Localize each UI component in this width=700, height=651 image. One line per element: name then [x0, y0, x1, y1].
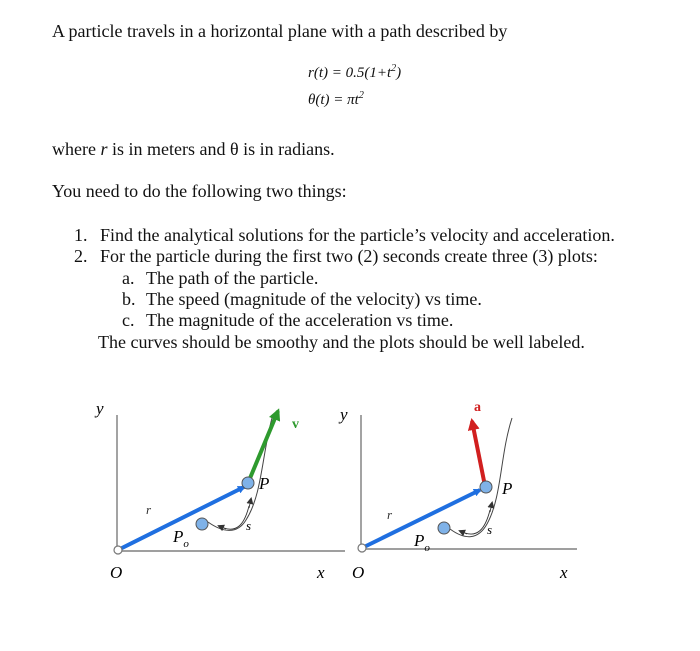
p-label: P: [502, 479, 513, 498]
particle-point: [242, 477, 254, 489]
x-axis-label: x: [560, 563, 568, 582]
p0-label: $P_o$: [414, 531, 430, 554]
acceleration-label: a: [474, 400, 481, 415]
particle-point: [480, 481, 492, 493]
particle-path: [450, 418, 512, 537]
closing-note: The curves should be smoothy and the plots should be well labeled.: [98, 332, 585, 352]
p0-label: $P_o$: [173, 527, 189, 550]
x-axis-label: x: [317, 563, 325, 582]
origin-point: [114, 546, 122, 554]
figure-left: [94, 399, 345, 582]
s-label: s: [246, 518, 252, 533]
arc-arrow-end: [490, 503, 492, 512]
equation-theta: $\theta(t) = \pi t^2$: [308, 90, 364, 108]
arc-arrow-start: [460, 531, 467, 534]
r-label: r: [146, 502, 152, 517]
r-label: r: [387, 507, 393, 522]
acceleration-vector: [472, 421, 485, 486]
units-note: where r is in meters and θ is in radians.: [52, 139, 335, 159]
equation-r: $r(t) = 0.5(1+t^2)$: [308, 63, 402, 81]
s-label: s: [487, 522, 493, 537]
task-item: 2. For the particle during the first two (2) seconds create three (3) plots:: [74, 246, 598, 266]
origin-label: O: [110, 563, 123, 582]
origin-point: [358, 544, 366, 552]
subtask-item: c. The magnitude of the acceleration vs time.: [122, 310, 454, 330]
problem-intro: A particle travels in a horizontal plane with a path described by: [52, 21, 508, 41]
task-item: 1. Find the analytical solutions for the particle’s velocity and acceleration.: [74, 225, 615, 245]
initial-point: [196, 518, 208, 530]
arc-arrow-end: [249, 499, 251, 508]
y-axis-label: y: [340, 405, 348, 424]
origin-label: O: [352, 563, 365, 582]
y-axis-label: y: [96, 399, 104, 418]
subtask-item: b. The speed (magnitude of the velocity) vs time.: [122, 289, 482, 309]
figure-right: [338, 400, 577, 582]
velocity-vector: [248, 411, 278, 483]
p-label: P: [259, 474, 270, 493]
initial-point: [438, 522, 450, 534]
velocity-label: v: [292, 417, 299, 432]
task-intro: You need to do the following two things:: [52, 181, 347, 201]
subtask-item: a. The path of the particle.: [122, 268, 319, 288]
